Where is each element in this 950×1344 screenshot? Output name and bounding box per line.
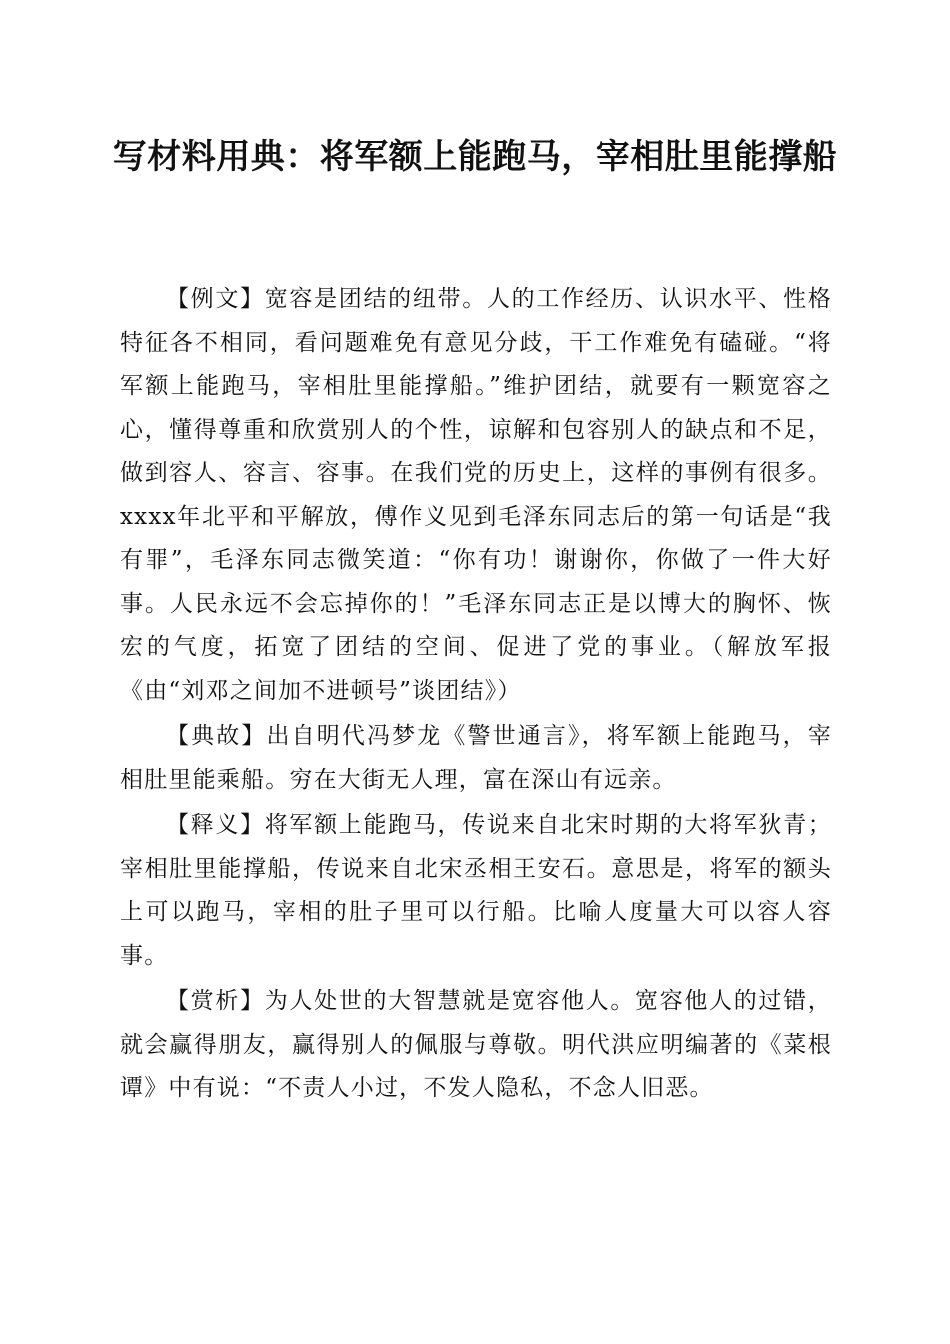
section-text: 宽容是团结的纽带。人的工作经历、认识水平、性格特征各不相同，看问题难免有意见分歧，干工作难免有磕碰。“将军额上能跑马，宰相肚里能撑船。”维护团结，就要有一颗宽容之心，懂得尊重和欣赏别人的个性，谅解和包容别人的缺点和不足，做到容人、容言、容事。在我们党的历史上，这样的事例有很多。xxxx年北平和平解放，傅作义见到毛泽东同志后的第一句话是“我有罪”，毛泽东同志微笑道：“你有功！谢谢你，你做了一件大好事。人民永远不会忘掉你的！”毛泽东同志正是以博大的胸怀、恢宏的气度，拓宽了团结的空间、促进了党的事业。（解放军报《由“刘邓之间加不进顿号”谈团结》） bbox=[120, 286, 832, 704]
section-tag: 【赏析】 bbox=[166, 988, 265, 1014]
section-meaning bbox=[120, 804, 832, 978]
section-allusion bbox=[120, 715, 832, 802]
document-title: 写材料用典：将军额上能跑马，宰相肚里能撑船 bbox=[112, 137, 838, 177]
section-text: 为人处世的大智慧就是宽容他人。宽容他人的过错，就会赢得朋友，赢得别人的佩服与尊敬。明代洪应明编著的《菜根谭》中有说：“不责人小过，不发人隐私，不念人旧恶。 bbox=[120, 988, 832, 1101]
section-text: 出自明代冯梦龙《警世通言》，将军额上能跑马，宰相肚里能乘船。穷在大街无人理，富在深山有远亲。 bbox=[120, 723, 832, 793]
document-body bbox=[120, 278, 832, 1113]
section-tag: 【释义】 bbox=[166, 812, 265, 838]
section-example bbox=[120, 278, 832, 713]
section-tag: 【典故】 bbox=[166, 723, 267, 749]
section-text: 将军额上能跑马，传说来自北宋时期的大将军狄青；宰相肚里能撑船，传说来自北宋丞相王安石。意思是，将军的额头上可以跑马，宰相的肚子里可以行船。比喻人度量大可以容人容事。 bbox=[120, 812, 832, 969]
section-appreciation bbox=[120, 980, 832, 1111]
section-tag: 【例文】 bbox=[166, 286, 265, 312]
